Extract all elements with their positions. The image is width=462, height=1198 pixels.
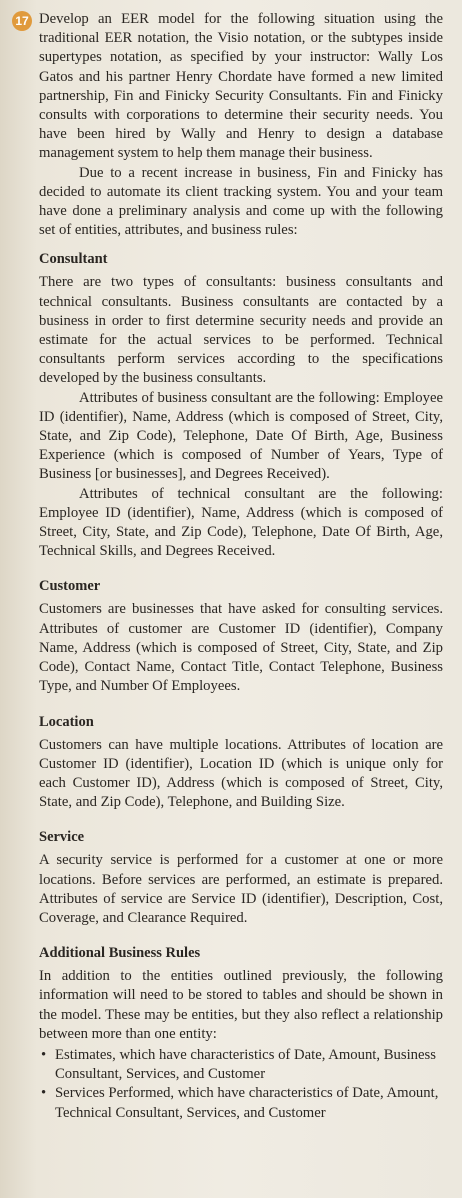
additional-rules-list (39, 1046, 443, 1123)
additional-rules-section (39, 944, 443, 1123)
customer-heading: Customer (39, 578, 101, 595)
exercise-body (13, 164, 443, 1123)
location-paragraph: Customers can have multiple locations. Attributes of location are Customer ID (identifier), Location ID (which is unique only for each Customer ID), Address (which is composed of Street, City, State, and Zip Code), Telephone, and Building Size. (39, 736, 443, 811)
consultant-section (39, 250, 443, 561)
exercise-number-badge: 17 (12, 11, 32, 31)
exercise-17 (13, 10, 443, 1123)
list-item: • Services Performed, which have characteristics of Date, Amount, Technical Consultant, Services, and Customer (39, 1084, 443, 1122)
consultant-heading: Consultant (39, 251, 108, 268)
consultant-paragraph-3: Attributes of technical consultant are the following: Employee ID (identifier), Name, Address (which is composed of Street, City, State, and Zip Code), Telephone, Date Of Birth, Age, Technical Skills, and Degrees Received. (39, 485, 443, 560)
additional-rules-paragraph: In addition to the entities outlined previously, the following information will need to be stored to tables and should be shown in the model. These may be entities, but they also reflect a relationship between more than one entity: (39, 968, 443, 1042)
service-heading: Service (39, 829, 85, 846)
location-section (39, 713, 443, 813)
customer-section (39, 577, 443, 696)
service-paragraph: A security service is performed for a customer at one or more locations. Before services are performed, an estimate is prepared. Attributes of service are Service ID (identifier), Description, Cost, Coverage, and Clearance Required. (39, 852, 443, 926)
intro-paragraph-2: Due to a recent increase in business, Fin and Finicky has decided to automate its client tracking system. You and your team have done a preliminary analysis and come up with the following set of entities, attributes, and business rules: (39, 164, 443, 239)
consultant-paragraph-1: There are two types of consultants: business consultants and technical consultants. Business consultants are contacted by a business in order to first determine security needs and provide an estimate for the actual services to be performed. Technical consultants perform services according to the specifications developed by the business consultants. (39, 274, 443, 387)
additional-rules-heading: Additional Business Rules (39, 945, 201, 962)
consultant-paragraph-2: Attributes of business consultant are the following: Employee ID (identifier), Name, Address (which is composed of Street, City, State, and Zip Code), Telephone, Date Of Birth, Age, Business Experience (which is composed of Number of Years, Type of Business [or businesses], and Degrees Received). (39, 389, 443, 483)
customer-paragraph: Customers are businesses that have asked for consulting services. Attributes of customer are Customer ID (identifier), Company Name, Address (which is composed of Street, City, State, and Zip Code), Contact Name, Contact Title, Contact Telephone, Business Type, and Number Of Employees. (39, 601, 443, 695)
location-heading: Location (39, 713, 94, 730)
list-item: • Estimates, which have characteristics of Date, Amount, Business Consultant, Services, and Customer (39, 1046, 443, 1084)
service-section (39, 828, 443, 928)
intro-paragraph: Develop an EER model for the following situation using the traditional EER notation, the Visio notation, or the subtypes inside supertypes notation, as specified by your instructor: Wally Los Gatos and his partner Henry Chordate have formed a new limited partnership, Fin and Finicky Security Consultants. Fin and Finicky consults with corporations to determine their security needs. You have been hired by Wally and Henry to design a database management system to help them manage their business. (39, 11, 443, 162)
